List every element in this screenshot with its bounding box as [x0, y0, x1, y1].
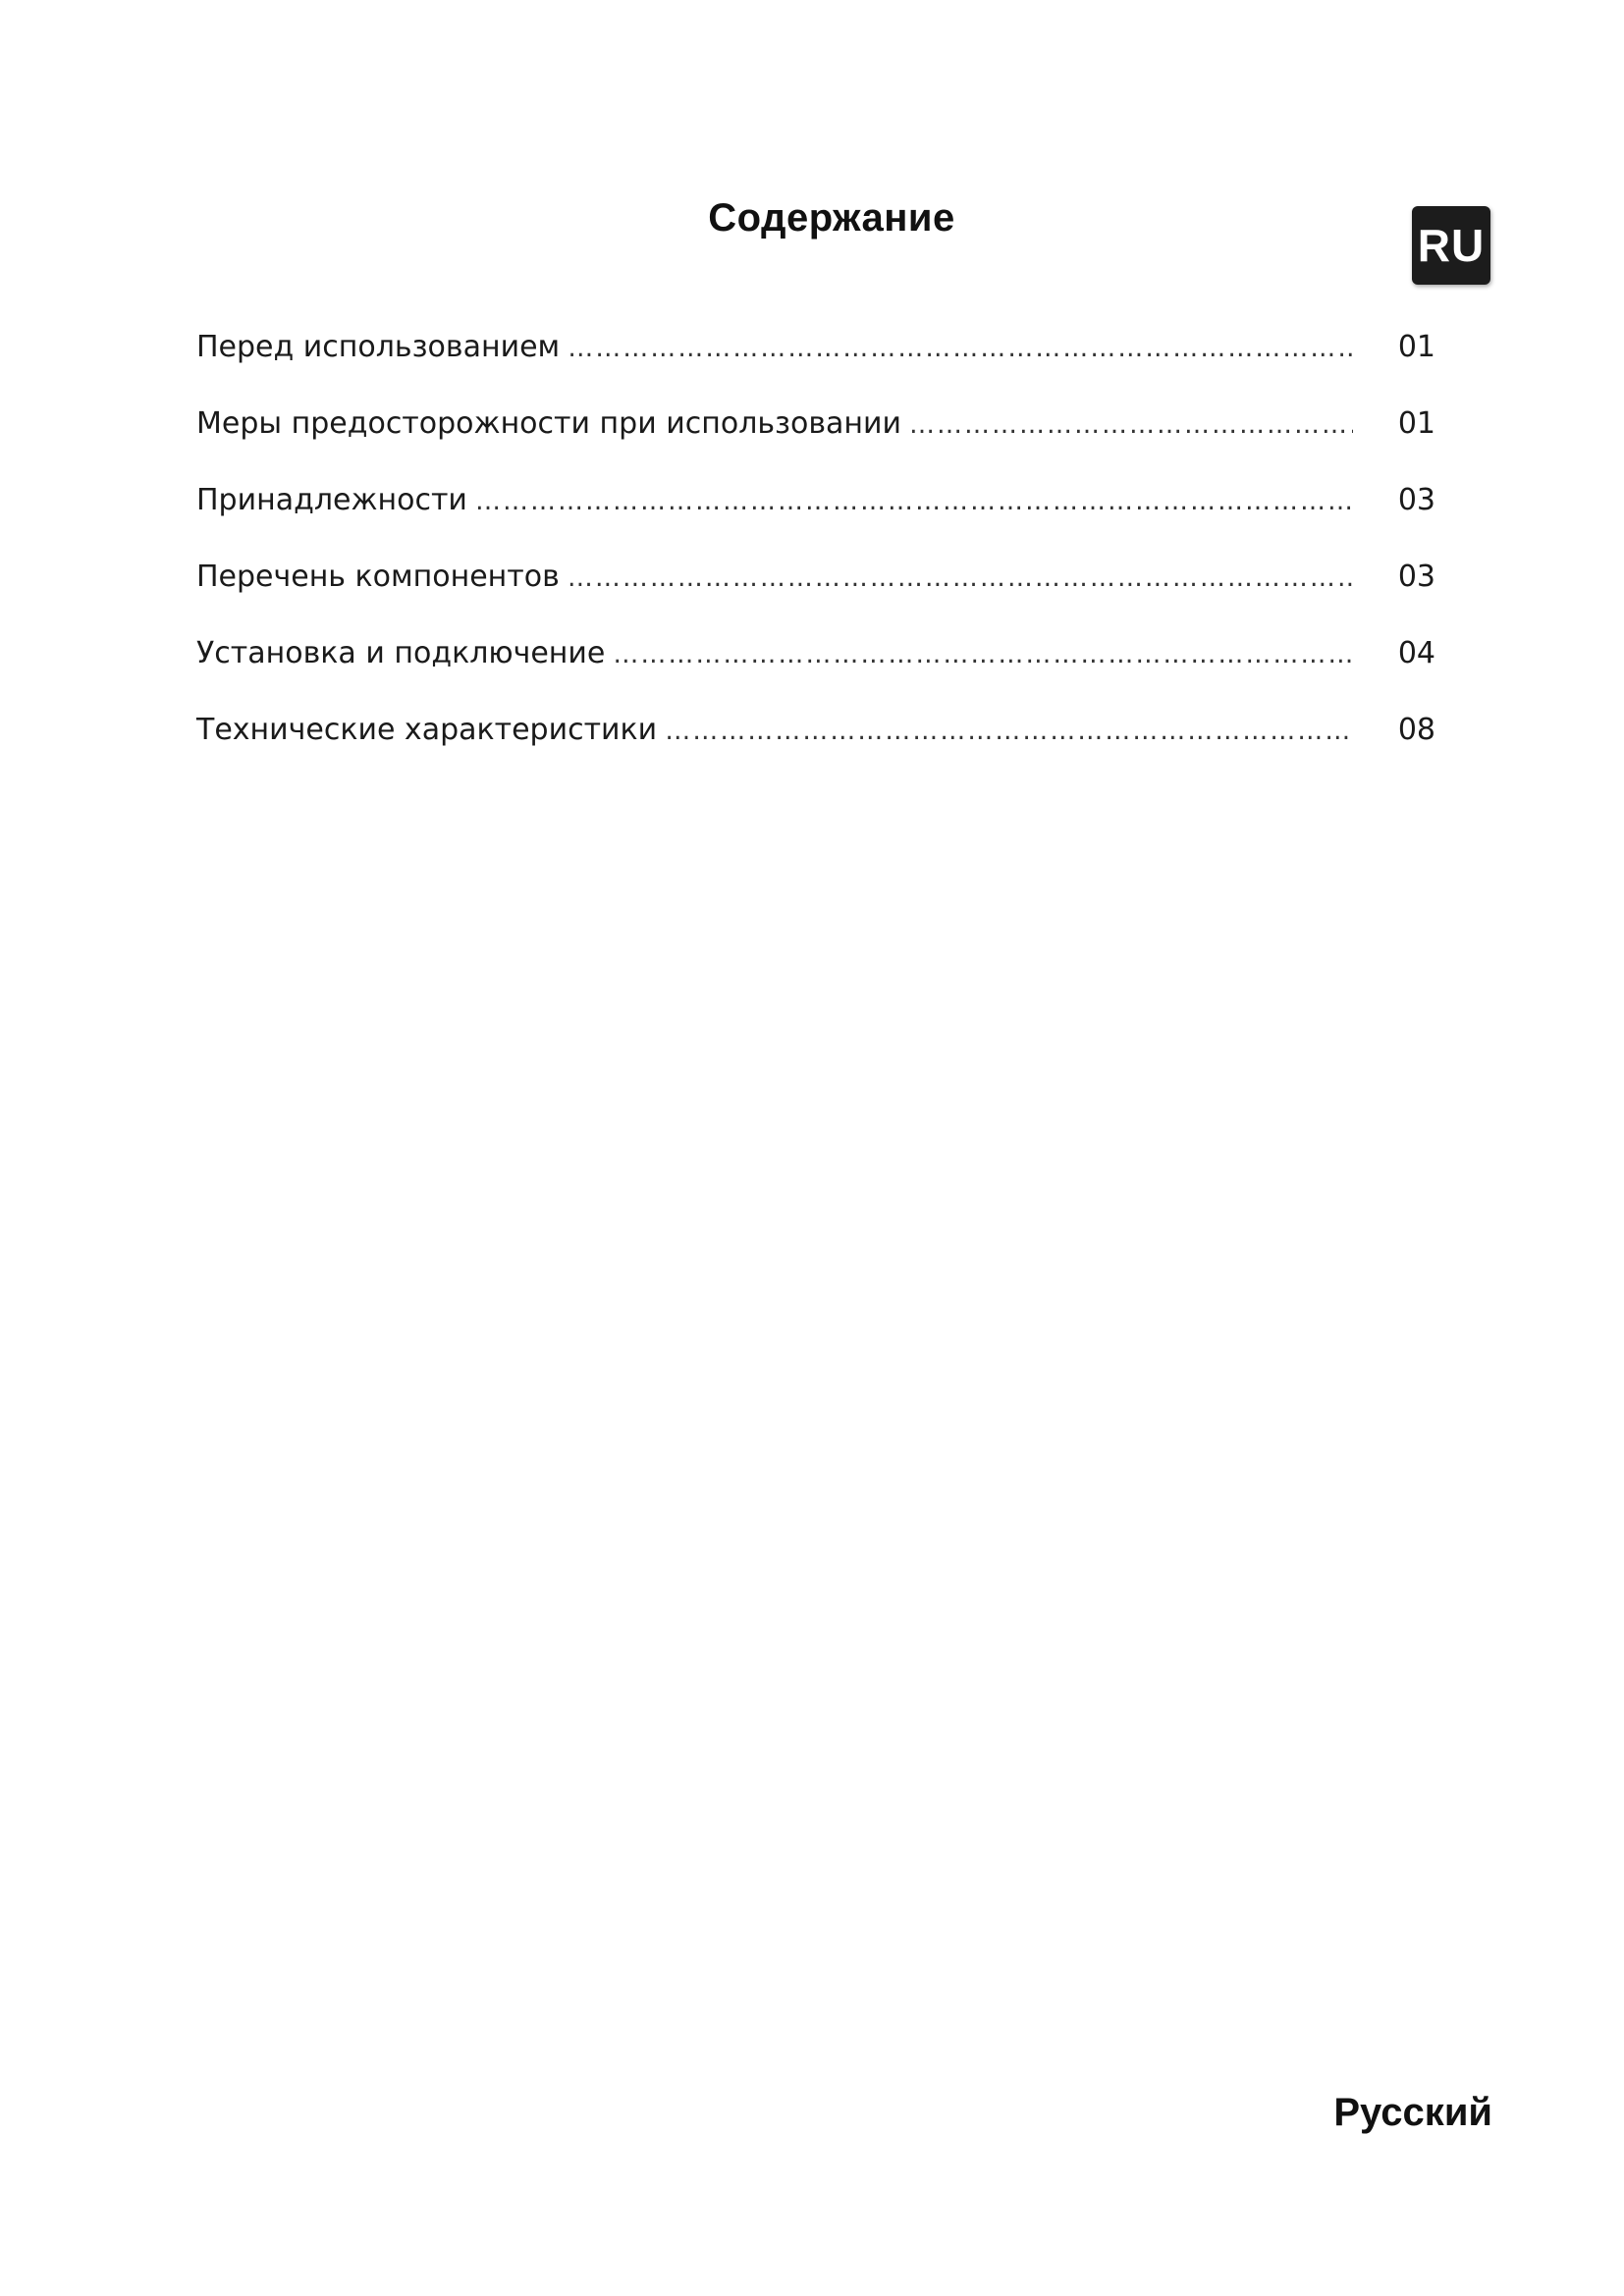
toc-entry-page: 01	[1397, 406, 1435, 441]
toc-entry-safety-precautions[interactable]	[196, 406, 1435, 483]
toc-dot-leader	[568, 563, 1353, 593]
toc-entry-label: Перед использованием	[196, 330, 561, 364]
toc-dot-leader	[613, 640, 1353, 669]
toc-entry-label: Технические характеристики	[196, 713, 658, 747]
toc-dot-leader	[475, 487, 1353, 516]
footer-language-label: Русский	[1333, 2091, 1492, 2134]
toc-entry-label: Меры предосторожности при использовании	[196, 406, 902, 441]
toc-entry-page: 04	[1397, 636, 1435, 670]
toc-entry-page: 03	[1397, 560, 1435, 594]
toc-entry-label: Принадлежности	[196, 483, 467, 517]
toc-entry-accessories[interactable]	[196, 483, 1435, 560]
toc-dot-leader	[909, 410, 1353, 440]
toc-entry-label: Перечень компонентов	[196, 560, 560, 594]
page-title: Содержание	[708, 196, 955, 240]
toc-entry-label: Установка и подключение	[196, 636, 606, 670]
toc-entry-installation[interactable]	[196, 636, 1435, 713]
toc-entry-specifications[interactable]	[196, 713, 1435, 789]
toc-entry-before-use[interactable]	[196, 330, 1435, 406]
language-badge: RU	[1412, 206, 1490, 285]
table-of-contents	[196, 330, 1435, 789]
toc-entry-page: 03	[1397, 483, 1435, 517]
toc-dot-leader	[568, 334, 1353, 363]
toc-dot-leader	[665, 717, 1353, 746]
toc-entry-page: 08	[1397, 713, 1435, 747]
toc-entry-page: 01	[1397, 330, 1435, 364]
toc-entry-component-list[interactable]	[196, 560, 1435, 636]
